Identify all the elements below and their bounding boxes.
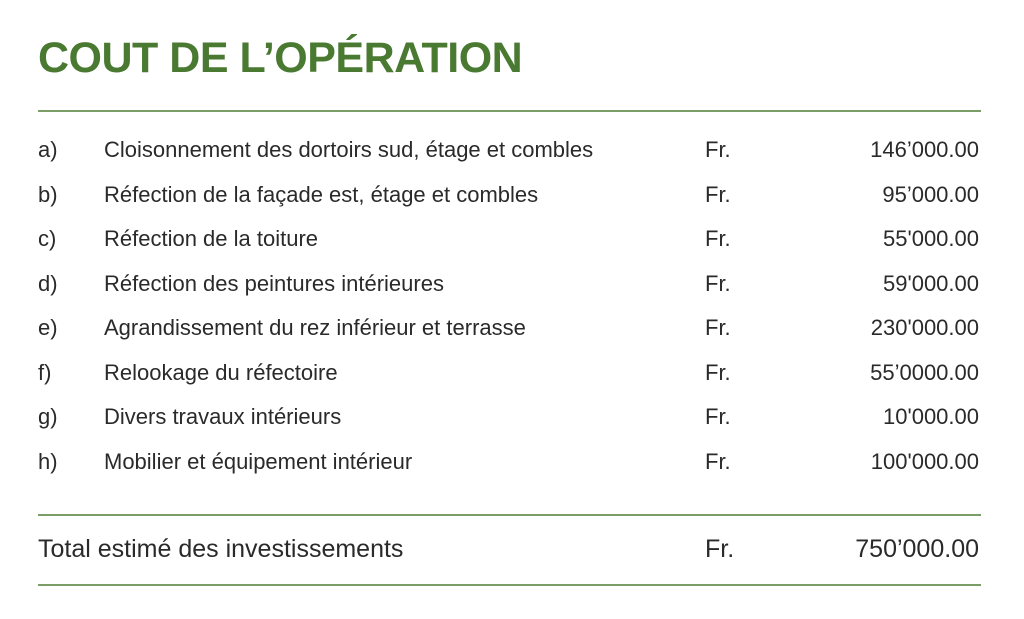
item-letter: g) <box>38 404 58 429</box>
divider-top <box>38 110 981 112</box>
item-currency: Fr. <box>705 448 731 474</box>
item-description: Réfection de la toiture <box>104 226 319 251</box>
item-amount: 100'000.00 <box>870 448 979 474</box>
item-letter: h) <box>38 448 58 474</box>
item-currency: Fr. <box>705 226 731 251</box>
item-currency: Fr. <box>705 315 731 340</box>
cost-item-row <box>38 173 981 218</box>
cost-item-row <box>38 128 981 173</box>
item-description: Réfection de la façade est, étage et combles <box>104 181 539 207</box>
item-currency: Fr. <box>705 137 731 162</box>
item-amount: 230'000.00 <box>870 315 979 340</box>
item-description: Réfection des peintures intérieures <box>104 270 444 296</box>
item-amount: 59'000.00 <box>883 270 979 296</box>
item-currency: Fr. <box>705 359 731 385</box>
item-letter: e) <box>38 315 58 340</box>
page-title: COUT DE L’OPÉRATION <box>38 34 523 82</box>
item-letter: f) <box>38 359 52 385</box>
item-amount: 10'000.00 <box>883 404 979 429</box>
total-row <box>38 527 981 571</box>
item-currency: Fr. <box>705 270 731 296</box>
item-amount: 55'000.00 <box>883 226 979 251</box>
cost-sheet <box>38 0 981 619</box>
total-label: Total estimé des investissements <box>38 535 404 563</box>
item-description: Mobilier et équipement intérieur <box>104 448 413 474</box>
item-letter: b) <box>38 181 58 207</box>
cost-item-row <box>38 440 981 485</box>
cost-item-row <box>38 217 981 262</box>
item-amount: 146’000.00 <box>870 137 979 162</box>
cost-item-row <box>38 395 981 440</box>
item-currency: Fr. <box>705 181 731 207</box>
item-currency: Fr. <box>705 404 731 429</box>
item-letter: d) <box>38 270 58 296</box>
item-letter: a) <box>38 137 58 162</box>
divider-total-top <box>38 514 981 516</box>
cost-item-row <box>38 351 981 396</box>
item-letter: c) <box>38 226 57 251</box>
cost-item-row <box>38 262 981 307</box>
total-amount: 750’000.00 <box>855 535 979 563</box>
item-description: Relookage du réfectoire <box>104 359 338 385</box>
total-currency: Fr. <box>705 535 735 563</box>
item-description: Cloisonnement des dortoirs sud, étage et combles <box>104 137 594 162</box>
item-amount: 95’000.00 <box>882 181 979 207</box>
item-description: Divers travaux intérieurs <box>104 404 342 429</box>
cost-item-row <box>38 306 981 351</box>
item-description: Agrandissement du rez inférieur et terrasse <box>104 315 526 340</box>
divider-bottom <box>38 584 981 586</box>
cost-items-list <box>38 128 981 484</box>
item-amount: 55’0000.00 <box>870 359 979 385</box>
